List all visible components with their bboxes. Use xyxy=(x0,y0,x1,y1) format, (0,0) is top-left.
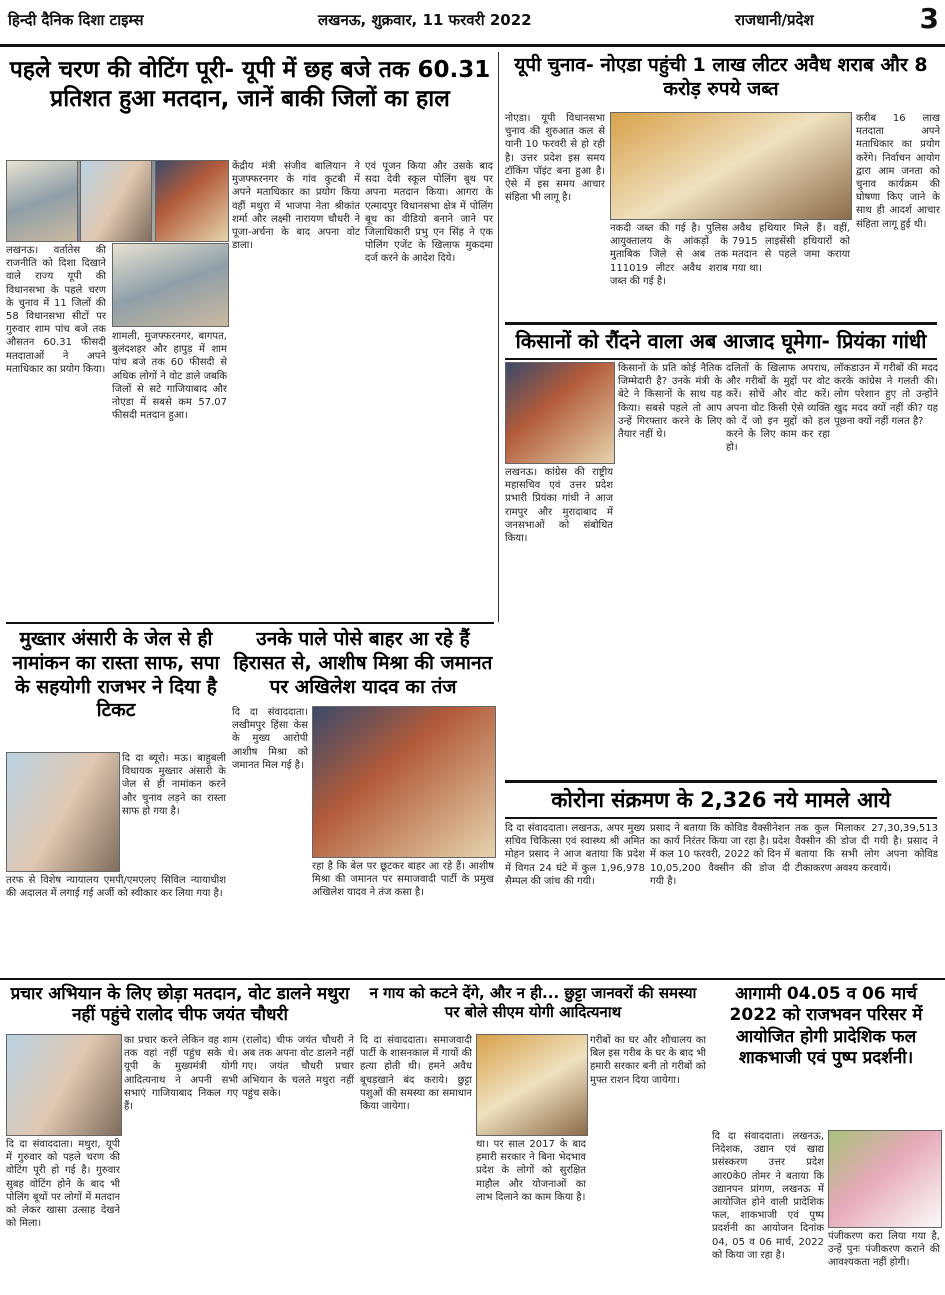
voting-photo-3 xyxy=(155,160,229,242)
yogi-body-col1: दि दा संवाददाता। समाजवादी पार्टी के शासनकाल में गायों की हत्या होती थी। हमने अवैध बूचड़खाने बंद कराये। छुट्टा पशुओं की समस्या का समाधान किया जायेगा। xyxy=(360,1035,472,1112)
liquor-headline: यूपी चुनाव- नोएडा पहुंची 1 लाख लीटर अवैध शराब और 8 करोड़ रुपये जब्त xyxy=(514,54,928,100)
page-number: 3 xyxy=(919,2,939,35)
ashish-photo xyxy=(312,706,496,858)
yogi-headline: न गाय को कटने देंगे, और न ही... छुट्टा जानवरों की समस्या पर बोले सीएम योगी आदित्यनाथ xyxy=(369,984,697,1021)
flower-headline: आगामी 04.05 व 06 मार्च 2022 को राजभवन परिसर में आयोजित होगी प्रादेशिक फल शाकभाजी एवं पुष्प प्रदर्शनी। xyxy=(729,984,923,1068)
jayant-headline: प्रचार अभियान के लिए छोड़ा मतदान, वोट डालने मथुरा नहीं पहुंचे रालोद चीफ जयंत चौधरी xyxy=(10,984,350,1026)
voting-photo-2 xyxy=(80,160,152,242)
corona-body-col2: प्रसाद ने बताया कि कोविड वैक्सीनेशन का कार्य निरंतर किया जा रहा है। प्रदेश में कल 10 फरवरी, 2022 को दिन में 10,05,200 वैक्सीन की डोज दी गयी है। xyxy=(650,823,790,887)
flower-photo xyxy=(828,1130,942,1228)
column-divider xyxy=(498,52,499,622)
voting-body-col2: शामली, मुजफ्फरनगर, बागपत, बुलंदशहर और हापुड़ में शाम पांच बजे तक 60 फीसदी से अधिक लोगों ने वोट डाले जबकि जिलों से सटे गाजियाबाद और नोएडा में सबसे कम 57.07 फीसदी मतदान हुआ। xyxy=(112,331,227,422)
flower-body-col2: पंजीकरण करा लिया गया है, उन्हें पुनः पंजीकरण कराने की आवश्यकता नहीं होगी। xyxy=(828,1231,940,1269)
corona-headline: कोरोना संक्रमण के 2,326 नये मामले आये xyxy=(505,780,937,819)
mukhtar-lead: दि दा ब्यूरो। मऊ। बाहुबली विधायक मुख्तार अंसारी के जेल से ही नामांकन करने और चुनाव लड़ने का रास्ता साफ हो गया है। xyxy=(122,753,226,817)
corona-body-col1: दि दा संवाददाता। लखनऊ, अपर मुख्य सचिव चिकित्सा एवं स्वास्थ्य श्री अमित मोहन प्रसाद ने आज बताया कि प्रदेश में विगत 24 घंटे में कुल 1,96,978 सैम्पल की जांच की गयी। xyxy=(505,823,645,887)
ashish-body-col2: रहा है कि बेल पर छूटकर बाहर आ रहे हैं। आशीष मिश्रा की जमानत पर समाजवादी पार्टी के प्रमुख अखिलेश यादव ने तंज कसा है। xyxy=(312,861,494,899)
flower-body-col1: दि दा संवाददाता। लखनऊ, निदेशक, उद्यान एवं खाद्य प्रसंस्करण उत्तर प्रदेश आर0के0 तोमर ने बताया कि उद्यानपन प्रांगण, लखनऊ में आयोजित होने वाली प्रादेशिक फल, शाकभाजी एवं पुष्प प्रदर्शनी का आयोजन दिनांक 04, 05 व 06 मार्च, 2022 को किया जा रहा है। xyxy=(712,1131,824,1261)
corona-body-col3: तक कुल मिलाकर 27,30,39,513 वैक्सीन की डोज दी गयी है। प्रसाद ने बताया कि सभी लोग अपना कोविड टीकाकरण अवश्य करवायें। xyxy=(795,823,938,874)
liquor-photo xyxy=(610,112,852,220)
mukhtar-headline: मुख्तार अंसारी के जेल से ही नामांकन का रास्ता साफ, सपा के सहयोगी राजभर ने दिया है टिकट xyxy=(12,628,220,722)
voting-headline: पहले चरण की वोटिंग पूरी- यूपी में छह बजे तक 60.31 प्रतिशत हुआ मतदान, जानें बाकी जिलों का हाल xyxy=(9,57,491,112)
yogi-photo xyxy=(476,1034,588,1136)
section-label: राजधानी/प्रदेश xyxy=(735,11,814,29)
mukhtar-photo xyxy=(6,752,120,872)
jayant-body-col1: दि दा संवाददाता। मथुरा, यूपी में गुरुवार को पहले चरण की वोटिंग पूरी हो गई है। गुरुवार सुबह वोटिंग होने के बाद भी पोलिंग बूथों पर लोगों में मतदान को लेकर खासा उत्साह देखने को मिला। xyxy=(6,1139,120,1230)
jayant-photo xyxy=(6,1034,122,1136)
priyanka-headline: किसानों को रौंदने वाला अब आजाद घूमेगा- प्रियंका गांधी xyxy=(505,322,937,360)
yogi-body-col2: था। पर साल 2017 के बाद हमारी सरकार ने बिना भेदभाव प्रदेश के लोगों को सुरक्षित माहौल और योजनाओं का लाभ दिलाने का काम किया है। xyxy=(476,1139,586,1203)
priyanka-body-col3: दलितों के खिलाफ अपराध, और गरीबों के मुद्दों पर वोट करें। सोचें और वोट करें। अपना वोट किसी ऐसे व्यक्ति को दें जो इन मुद्दों को हल करने के लिए काम कर रहा हो। xyxy=(726,363,830,454)
liquor-body-col2: नकदी जब्त की गई है। पुलिस आयुक्तालय के आंकड़ों के मुताबिक जिले से अब तक 111019 लीटर अवैध शराब जब्त की गई है। xyxy=(610,223,728,287)
voting-body-col3: केंद्रीय मंत्री संजीव बालियान ने मुजफ्फरनगर के गांव कुटबी में अपने मताधिकार का प्रयोग किया वहीं मथुरा में भाजपा नेता श्रीकांत शर्मा और लक्ष्मी नारायण चौधरी ने पूजा-अर्चना के बाद अपना वोट डाला। xyxy=(232,161,360,252)
voting-photo-1 xyxy=(6,160,78,242)
liquor-body-col1: नोएडा। यूपी विधानसभा चुनाव की शुरुआत कल से यानी 10 फरवरी से हो रही है। उत्तर प्रदेश इस समय टॉकिंग पॉइंट बना हुआ है। ऐसे में इस समय आचार संहिता भी लागू है। xyxy=(505,113,605,204)
section-rule xyxy=(6,622,494,624)
paper-name: हिन्दी दैनिक दिशा टाइम्स xyxy=(8,11,144,29)
mukhtar-body: तरफ से विशेष न्यायालय एमपी/एमएलए सिविल न्यायाधीश की अदालत में लगाई गई अर्जी को स्वीकार कर लिया गया है। xyxy=(6,875,226,900)
priyanka-body-col4: लॉकडाउन में गरीबों की मदद करके कांग्रेस ने गलती की। लोग परेशान हुए तो उन्होंने खुद मदद क्यों नहीं की? यह पूछना क्यों नहीं गलत है? xyxy=(834,363,938,427)
bottom-section-rule xyxy=(0,978,945,980)
masthead xyxy=(0,0,945,47)
ashish-body-col1: दि दा संवाददाता। लखीमपुर हिंसा केस के मुख्य आरोपी आशीष मिश्रा को जमानत मिल गई है। xyxy=(232,707,308,771)
ashish-headline: उनके पाले पोसे बाहर आ रहे हैं हिरासत से, आशीष मिश्रा की जमानत पर अखिलेश यादव का तंज xyxy=(233,628,493,698)
priyanka-body-col1: लखनऊ। कांग्रेस की राष्ट्रीय महासचिव एवं उत्तर प्रदेश प्रभारी प्रियंका गांधी ने आज रामपुर और मुरादाबाद में जनसभाओं को संबोधित किया। xyxy=(505,467,613,544)
liquor-body-col4: करीब 16 लाख मतदाता अपने मताधिकार का प्रयोग करेंगे। निर्वाचन आयोग द्वारा आम जनता को चुनाव कार्यक्रम की घोषणा किए जाने के साथ ही आदर्श आचार संहिता लागू हुई थी। xyxy=(856,113,940,230)
priyanka-photo xyxy=(505,362,615,464)
yogi-body-col3: गरीबों का घर और शौचालय का बिल इस गरीब के घर के बाद भी हमारी सरकार बनी तो गरीबों को मुफ्त राशन दिया जायेगा। xyxy=(590,1035,706,1086)
voting-body-col1: लखनऊ। वर्तातेस की राजनीति को दिशा दिखाने वाले राज्य यूपी की विधानसभा के पहले चरण के चुनाव में 11 जिलों की 58 विधानसभा सीटों पर गुरुवार शाम पांच बजे तक औसतन 60.31 फीसदी मतदाताओं ने अपने मताधिकार का प्रयोग किया। xyxy=(6,245,106,375)
priyanka-body-col2: किसानों के प्रति कोई नैतिक जिम्मेदारी है? उनके मंत्री के बेटे ने किसानों के साथ यह किया। सबसे पहले तो आप उन्हें गिरफ्तार करने के लिए तैयार नहीं थे। xyxy=(618,363,722,440)
liquor-body-col3: अवैध हथियार मिले हैं। वहीं, 7915 लाइसेंसी हथियारों को मतदान से पहले जमा कराया गया था। xyxy=(732,223,850,274)
dateline: लखनऊ, शुक्रवार, 11 फरवरी 2022 xyxy=(318,11,532,29)
jayant-body-col3: (रालोद) चीफ जयंत चौधरी ने अब तक अपना वोट डालने नहीं गए। जयंत चौधरी प्रचार अभियान के चलते मथुरा नहीं पहुंच सके। xyxy=(242,1035,354,1099)
voting-body-col4: एवं पूजन किया और उसके बाद सदा देवी स्कूल पोलिंग बूथ पर अपना मतदान किया। आगरा के एत्मादपुर विधानसभा क्षेत्र में पोलिंग बूथ का वीडियो बनाने जाने पर जिलाधिकारी प्रभु एन सिंह ने एक पोलिंग एजेंट के खिलाफ मुकदमा दर्ज करने के आदेश दिये। xyxy=(365,161,493,265)
jayant-body-col2: का प्रचार करने लेकिन वह शाम तक वहां नहीं पहुंच सके थे। यूपी के मुख्यमंत्री योगी आदित्यनाथ ने अपनी सभी सभाएं गाजियाबाद निकल गए हैं। xyxy=(124,1035,238,1112)
voting-photo-queue xyxy=(112,243,229,327)
